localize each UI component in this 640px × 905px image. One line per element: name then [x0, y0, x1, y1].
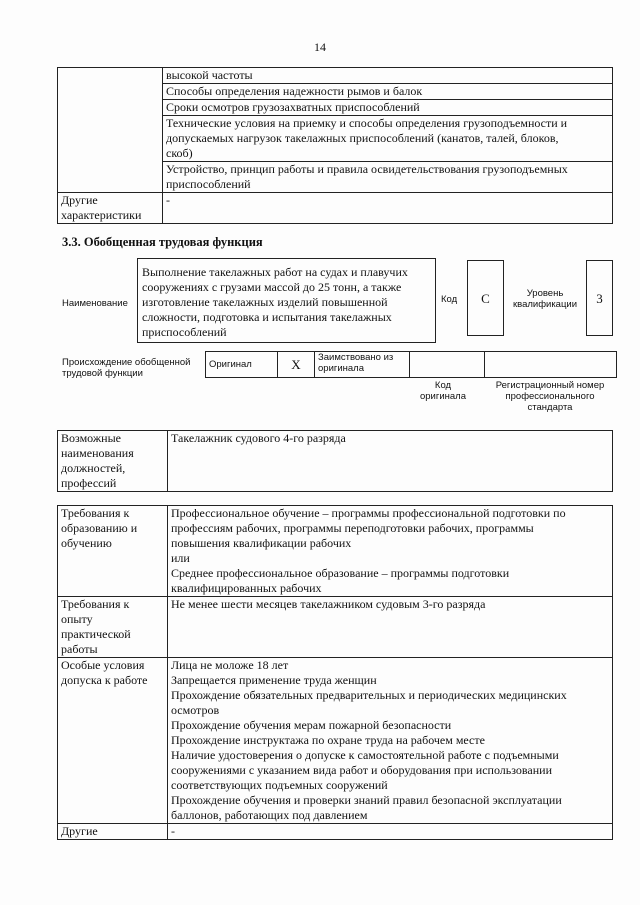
name-label: Наименование: [62, 298, 128, 309]
borrowed-cell: [315, 352, 410, 378]
cell-line: Устройство, принцип работы и правила освидетельствования грузоподъемных: [166, 162, 568, 176]
cell-line: Профессиональное обучение – программы профессиональной подготовки по: [171, 506, 566, 520]
caption-line: Код: [434, 380, 452, 391]
cell-line: Прохождение обучения мерам пожарной безопасности: [171, 718, 452, 732]
page-number: 14: [314, 40, 326, 54]
cell-line: -: [166, 193, 170, 207]
cell-line: допускаемых нагрузок такелажных приспособлений (канатов, талей, блоков,: [166, 131, 559, 145]
table-row: [206, 352, 617, 378]
original-mark: X: [291, 357, 301, 372]
name-line: приспособлений: [142, 325, 227, 339]
table-row: [58, 597, 613, 658]
name-line: изготовление такелажных изделий повышенной: [142, 295, 388, 309]
origin-label-line: Происхождение обобщенной: [62, 357, 191, 368]
cell-line: Лица не моложе 18 лет: [171, 658, 289, 672]
name-line: сооружениях с грузами массой до 25 тонн, а также: [142, 280, 402, 294]
reg-number-caption: [485, 380, 615, 413]
section-title: 3.3. Обобщенная трудовая функция: [62, 235, 263, 249]
table-cell: [163, 162, 613, 193]
table-row: [58, 506, 613, 597]
cell-line: Способы определения надежности рымов и балок: [166, 84, 423, 98]
borrowed-line: оригинала: [318, 363, 365, 374]
cell-line: Возможные: [61, 431, 121, 445]
cell-line: обучению: [61, 536, 112, 550]
requirement-label-cell: [58, 506, 168, 597]
cell-line: осмотров: [171, 703, 220, 717]
cell-line: Среднее профессиональное образование – программы подготовки: [171, 566, 510, 580]
table-cell-left: [58, 68, 163, 193]
table-row: [58, 824, 613, 840]
requirement-label-cell: [58, 658, 168, 824]
table-cell: [163, 116, 613, 162]
cell-line: Сроки осмотров грузозахватных приспособлений: [166, 100, 420, 114]
cell-line: Прохождение обучения и проверки знаний правил безопасной эксплуатации: [171, 793, 562, 807]
name-line: Выполнение такелажных работ на судах и плавучих: [142, 265, 408, 279]
origin-table: [205, 351, 617, 378]
name-line: сложности, подготовка и испытания такелажных: [142, 310, 392, 324]
original-label: Оригинал: [209, 359, 252, 370]
cell-line: -: [171, 824, 175, 838]
cell-line: скоб): [166, 146, 193, 160]
cell-line: повышения квалификации рабочих: [171, 536, 352, 550]
caption-line: стандарта: [527, 402, 573, 413]
cell-line: Запрещается применение труда женщин: [171, 673, 377, 687]
origin-label: [62, 357, 190, 379]
original-mark-cell: [278, 352, 315, 378]
cell-line: приспособлений: [166, 177, 251, 191]
other-label-cell: [58, 193, 163, 224]
table-row: [58, 193, 613, 224]
cell-line: наименования: [61, 446, 134, 460]
requirement-value-cell: [168, 824, 613, 840]
cell-line: Требования к: [61, 597, 130, 611]
positions-label-cell: [58, 431, 168, 492]
cell-line: сооружениями с указанием вида работ и оборудования при использовании: [171, 763, 553, 777]
cell-line: опыту: [61, 612, 93, 626]
cell-line: допуска к работе: [61, 673, 148, 687]
table-cell: [163, 84, 613, 100]
code-label: Код: [441, 294, 458, 305]
table-row: [58, 658, 613, 824]
cell-line: или: [171, 551, 190, 565]
requirements-table: [57, 505, 613, 840]
cell-line: практической: [61, 627, 131, 641]
reg-number-cell: [485, 352, 617, 378]
cell-line: соответствующих подъемных сооружений: [171, 778, 388, 792]
cell-line: Другие: [61, 824, 98, 838]
table-cell: [163, 68, 613, 84]
code-original-cell: [410, 352, 485, 378]
code-box: [467, 260, 504, 336]
caption-line: Регистрационный номер: [495, 380, 605, 391]
cell-line: высокой частоты: [166, 68, 253, 82]
positions-value-cell: [168, 431, 613, 492]
level-label-line: Уровень: [526, 288, 564, 299]
cell-line: баллонов, работающих под давлением: [171, 808, 368, 822]
level-box: [586, 260, 613, 336]
cell-line: Прохождение инструктажа по охране труда на рабочем месте: [171, 733, 485, 747]
level-label-line: квалификации: [512, 299, 578, 310]
cell-line: Прохождение обязательных предварительных и периодических медицинских: [171, 688, 567, 702]
function-name-box: [137, 258, 436, 343]
cell-line: образованию и: [61, 521, 138, 535]
table-cell: [163, 100, 613, 116]
cell-line: Не менее шести месяцев такелажником судовым 3-го разряда: [171, 597, 486, 611]
level-value: 3: [596, 291, 603, 306]
cell-line: Технические условия на приемку и способы определения грузоподъемности и: [166, 116, 568, 130]
table-row: [58, 68, 613, 84]
requirement-value-cell: [168, 506, 613, 597]
caption-line: профессионального: [505, 391, 595, 402]
cell-line: должностей,: [61, 461, 126, 475]
requirement-label-cell: [58, 824, 168, 840]
requirement-value-cell: [168, 658, 613, 824]
code-value: C: [481, 291, 490, 306]
requirement-label-cell: [58, 597, 168, 658]
cell-line: Такелажник судового 4-го разряда: [171, 431, 346, 445]
origin-label-line: трудовой функции: [62, 368, 143, 379]
level-label: [508, 288, 582, 310]
table-row: [58, 431, 613, 492]
cell-line: профессий: [61, 476, 117, 490]
cell-line: Другие: [61, 193, 98, 207]
borrowed-line: Заимствовано из: [318, 352, 394, 363]
caption-line: оригинала: [419, 391, 466, 402]
cell-line: профессиям рабочих, программы переподготовки рабочих, программы: [171, 521, 534, 535]
cell-line: Наличие удостоверения о допуске к самостоятельной работе с подъемными: [171, 748, 559, 762]
cell-line: характеристики: [61, 208, 142, 222]
positions-table: [57, 430, 613, 492]
knowledge-table: [57, 67, 613, 224]
cell-line: квалифицированных рабочих: [171, 581, 322, 595]
cell-line: Требования к: [61, 506, 130, 520]
code-original-caption: [408, 380, 478, 402]
cell-line: работы: [61, 642, 98, 656]
original-cell: [206, 352, 278, 378]
other-value-cell: [163, 193, 613, 224]
requirement-value-cell: [168, 597, 613, 658]
cell-line: Особые условия: [61, 658, 145, 672]
